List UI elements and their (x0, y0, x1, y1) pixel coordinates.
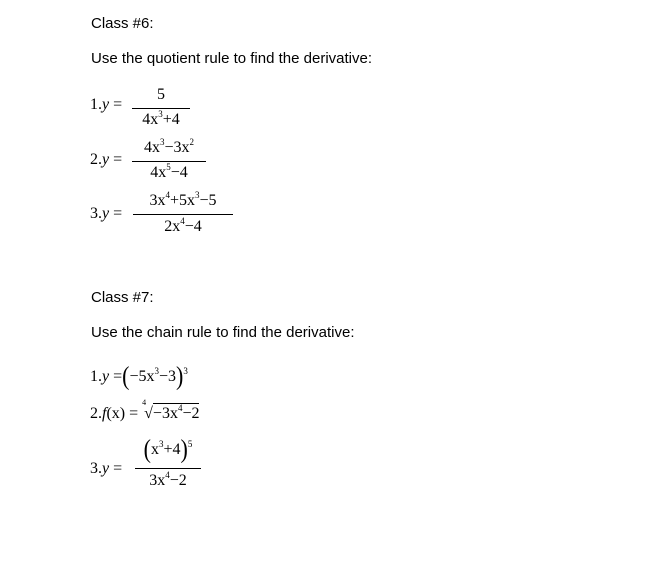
c6p2-denominator: $4x^5-4$ (150, 162, 188, 181)
c7p3-numerator: $(x^3+4)^5$ (143, 433, 193, 464)
c6p3-lhs: 3.y = (90, 205, 123, 222)
c7p2-expr: 2.f(x) = 4 $√-3x^4-2$ (90, 398, 200, 422)
radical-sign: √ (144, 405, 153, 422)
c7p3-lhs: 3.y = (90, 460, 123, 477)
c6p2-lhs: 2.y = (90, 151, 123, 168)
class7-heading: Class #7: (91, 289, 154, 306)
radicand: $-3x^4-2$ (152, 403, 200, 422)
c6p3-numerator: $3x^4+5x^3-5$ (149, 190, 217, 209)
c7-problem-1: $1.y =(-5x^3-3)^3$ (90, 360, 188, 391)
c6p1-numerator: 5 (157, 86, 165, 103)
c7p3-denominator: $3x^4-2$ (149, 470, 187, 489)
c6p3-denominator: $2x^4-4$ (164, 216, 202, 235)
c6p1-lhs: 1.y = (90, 96, 123, 113)
fraction-bar (133, 214, 233, 215)
class6-heading: Class #6: (91, 15, 154, 32)
c6p1-denominator: $4x^3+4$ (142, 109, 180, 128)
c6p2-numerator: $4x^3-3x^2$ (143, 137, 195, 156)
class7-instruction: Use the chain rule to find the derivative: (91, 324, 355, 341)
class6-instruction: Use the quotient rule to find the derivative: (91, 50, 373, 67)
fraction-bar (135, 468, 201, 469)
